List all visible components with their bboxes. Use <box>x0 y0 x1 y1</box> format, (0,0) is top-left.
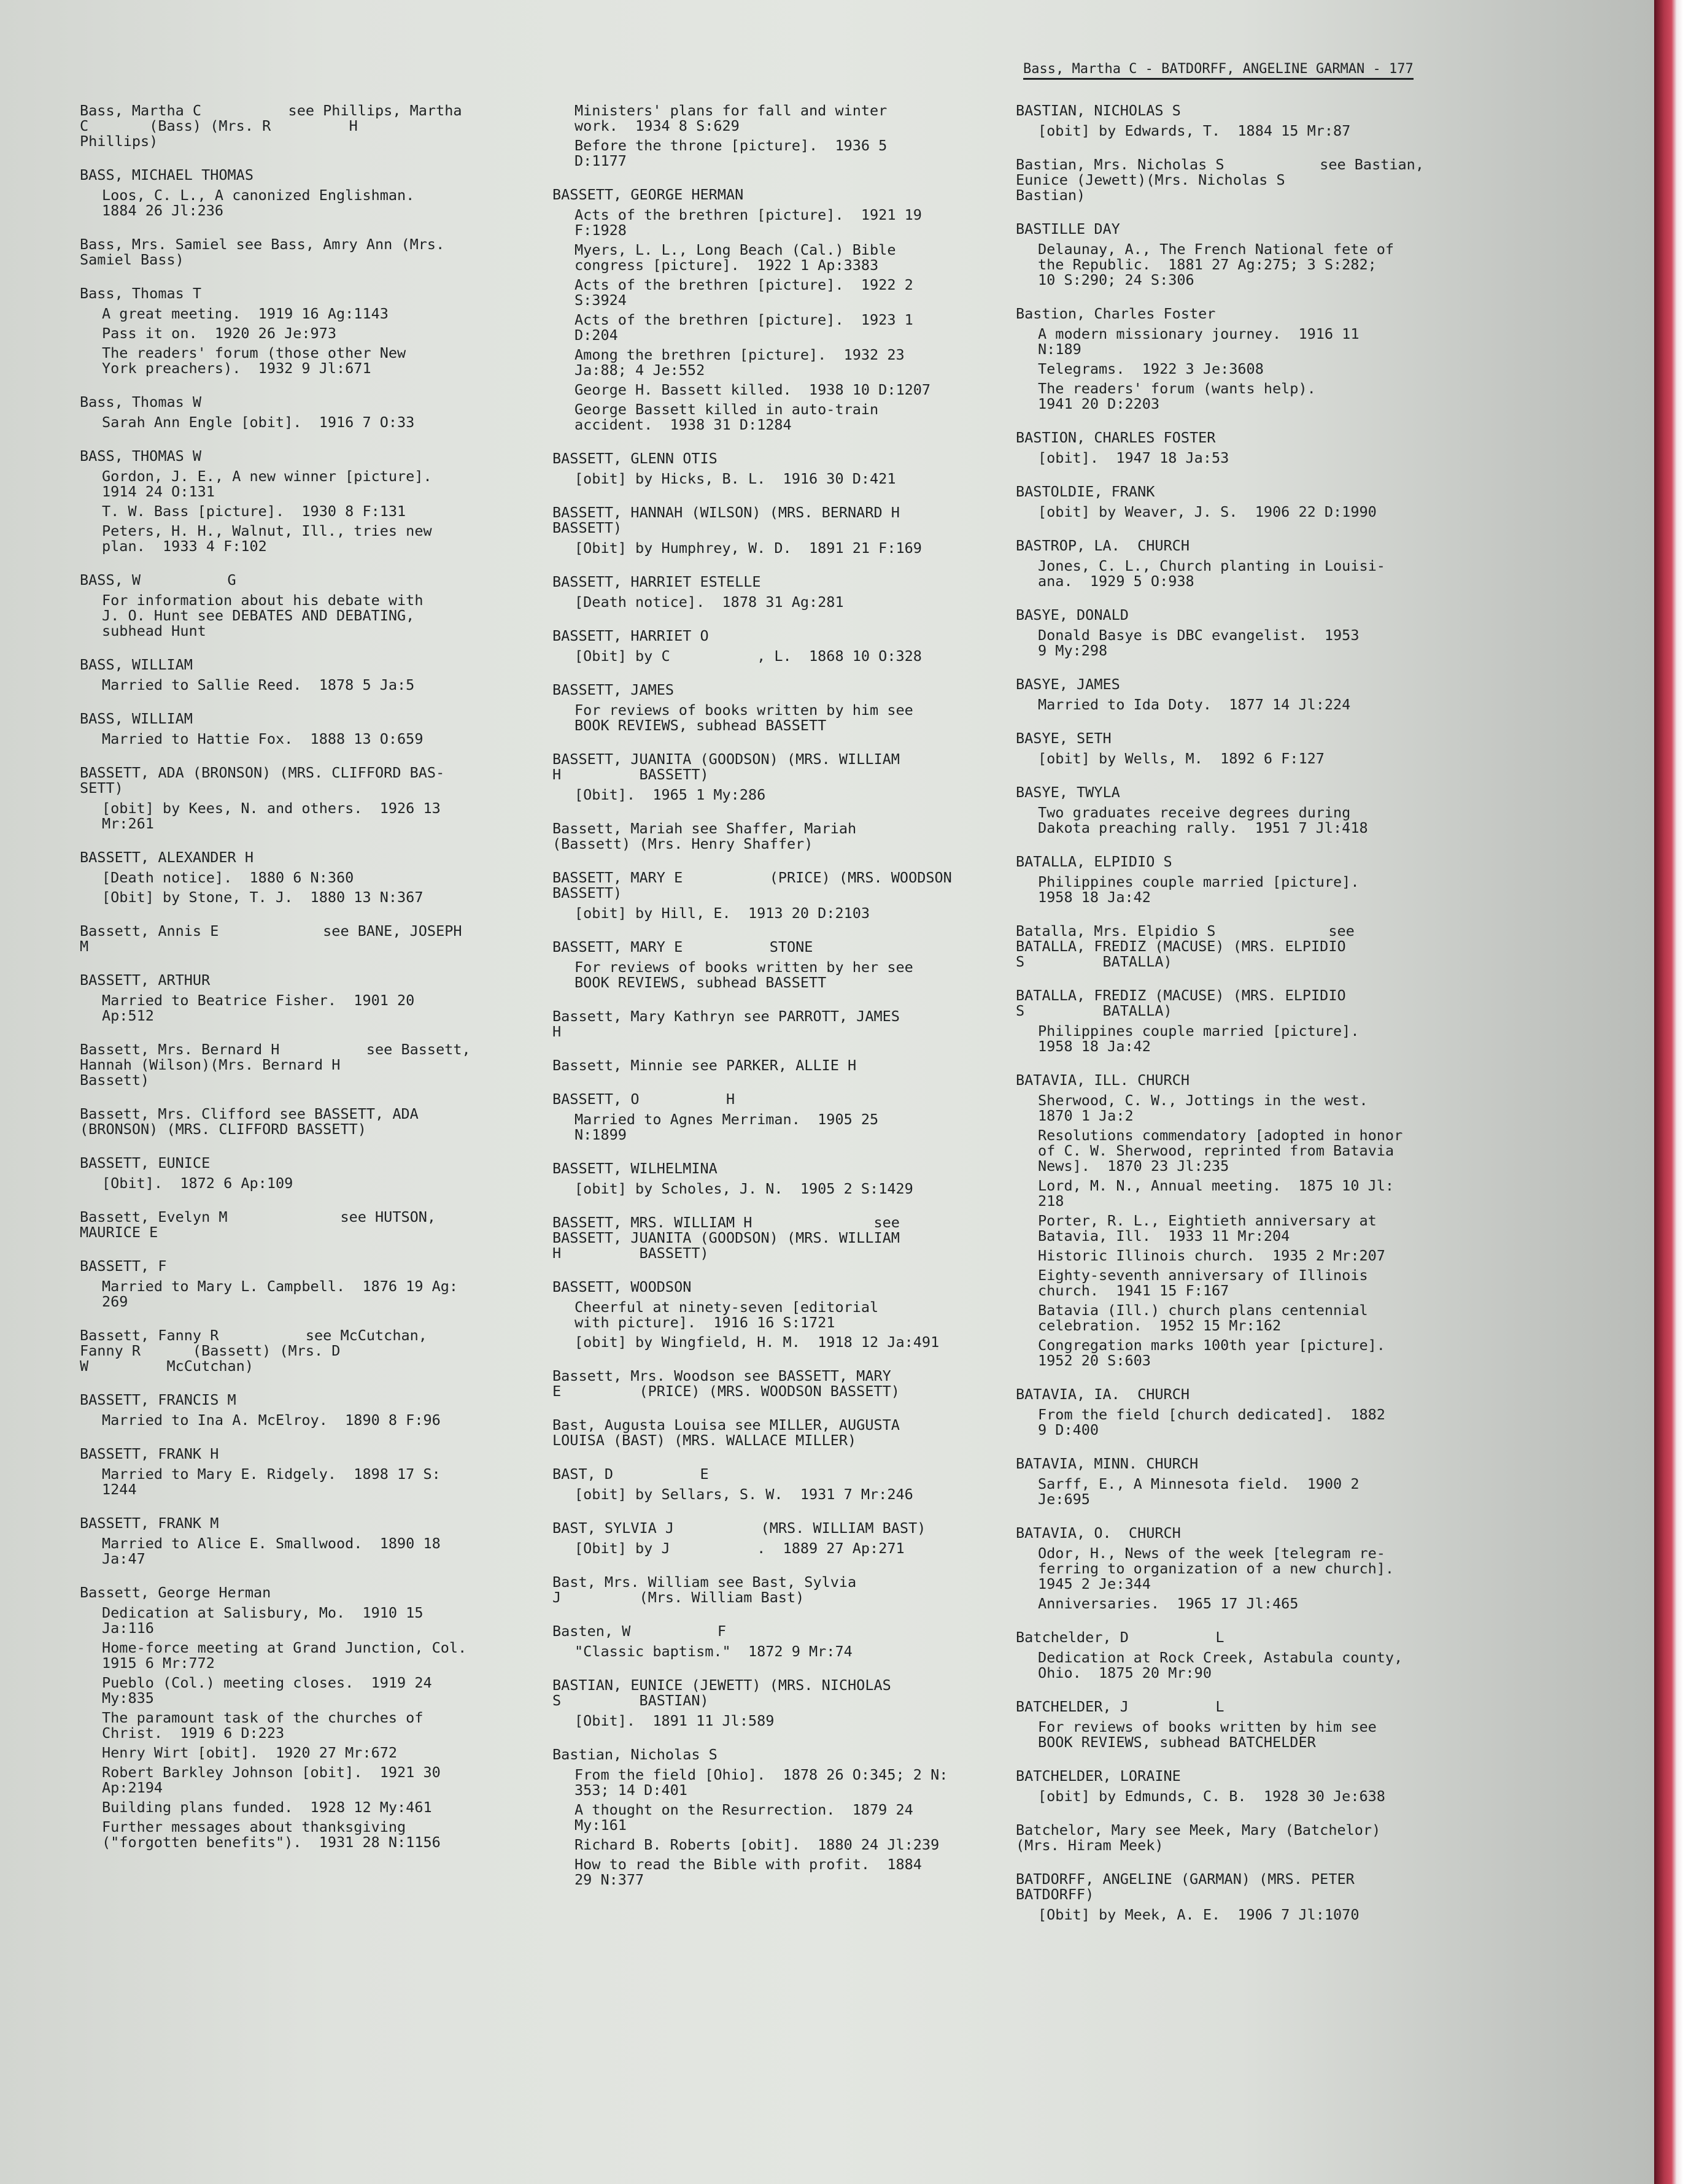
entry-citation: Jones, C. L., Church planting in Louisi- ana. 1929 5 O:938 <box>1038 557 1385 590</box>
entry-heading: Bass, Martha C see Phillips, Martha C (Bass) (Mrs. R H Phillips) <box>80 102 462 150</box>
entry-citation: Odor, H., News of the week [telegram re- ferring to organization of a new church]. 1945 2 Je:344 <box>1038 1545 1395 1592</box>
index-entry <box>1016 1769 1445 1804</box>
index-entry <box>1016 924 1445 970</box>
entry-citation: Married to Hattie Fox. 1888 13 O:659 <box>102 730 424 747</box>
index-entry <box>1016 854 1445 905</box>
entry-citation: Telegrams. 1922 3 Je:3608 <box>1038 360 1264 377</box>
entry-citation: Richard B. Roberts [obit]. 1880 24 Jl:239 <box>575 1836 940 1853</box>
entry-citation: Gordon, J. E., A new winner [picture]. 1914 24 O:131 <box>102 468 432 500</box>
entry-citation: Philippines couple married [picture]. 1958 18 Ja:42 <box>1038 1022 1360 1055</box>
entry-heading: Bassett, Minnie see PARKER, ALLIE H <box>552 1057 857 1074</box>
entry-heading: Bassett, Mrs. Clifford see BASSETT, ADA (BRONSON) (MRS. CLIFFORD BASSETT) <box>80 1105 419 1138</box>
entry-heading: BATALLA, FREDIZ (MACUSE) (MRS. ELPIDIO S BATALLA) <box>1016 987 1346 1019</box>
entry-citation: [Obit] by Humphrey, W. D. 1891 21 F:169 <box>575 539 922 557</box>
entry-citation: Loos, C. L., A canonized Englishman. 1884 26 Jl:236 <box>102 187 415 219</box>
entry-heading: BASSETT, ALEXANDER H <box>80 849 253 866</box>
entry-heading: BASSETT, ADA (BRONSON) (MRS. CLIFFORD BAS- SETT) <box>80 764 445 797</box>
entry-heading: BASTIAN, EUNICE (JEWETT) (MRS. NICHOLAS S BASTIAN) <box>552 1677 891 1709</box>
entry-citation: Donald Basye is DBC evangelist. 1953 9 My:298 <box>1038 627 1360 659</box>
entry-citation: T. W. Bass [picture]. 1930 8 F:131 <box>102 503 406 520</box>
index-entry <box>552 1575 982 1605</box>
index-entry <box>552 1161 982 1197</box>
entry-heading: Bast, Mrs. William see Bast, Sylvia J (Mrs. William Bast) <box>552 1573 857 1606</box>
entry-citation: Pueblo (Col.) meeting closes. 1919 24 My:835 <box>102 1674 432 1707</box>
index-entry <box>552 821 982 852</box>
entry-heading: BATDORFF, ANGELINE (GARMAN) (MRS. PETER BATDORFF) <box>1016 1870 1355 1903</box>
entry-heading: Bass, Thomas W <box>80 393 202 411</box>
index-entry <box>80 924 509 954</box>
index-entry <box>552 1467 982 1502</box>
entry-heading: BASSETT, F <box>80 1257 167 1275</box>
index-entry <box>552 505 982 556</box>
entry-citation: George H. Bassett killed. 1938 10 D:1207 <box>575 381 931 398</box>
index-entry <box>552 187 982 433</box>
index-entry <box>80 573 509 639</box>
index-entry <box>552 1058 982 1073</box>
entry-citation: Anniversaries. 1965 17 Jl:465 <box>1038 1595 1299 1612</box>
entry-citation: Myers, L. L., Long Beach (Cal.) Bible congress [picture]. 1922 1 Ap:3383 <box>575 241 896 274</box>
entry-citation: Batavia (Ill.) church plans centennial celebration. 1952 15 Mr:162 <box>1038 1302 1368 1334</box>
entry-citation: Dedication at Rock Creek, Astabula county, Ohio. 1875 20 Mr:90 <box>1038 1649 1403 1681</box>
entry-heading: BASYE, SETH <box>1016 730 1112 747</box>
entry-heading: Bassett, Annis E see BANE, JOSEPH M <box>80 922 462 955</box>
entry-citation: Dedication at Salisbury, Mo. 1910 15 Ja:116 <box>102 1604 424 1637</box>
entry-heading: BATAVIA, IA. CHURCH <box>1016 1386 1190 1403</box>
index-entry <box>1016 1526 1445 1611</box>
entry-heading: Bassett, Mariah see Shaffer, Mariah (Bassett) (Mrs. Henry Shaffer) <box>552 820 857 852</box>
entry-citation: Sherwood, C. W., Jottings in the west. 1870 1 Ja:2 <box>1038 1092 1368 1124</box>
entry-heading: BASSETT, FRANK M <box>80 1515 219 1532</box>
entry-citation: [obit] by Scholes, J. N. 1905 2 S:1429 <box>575 1180 913 1197</box>
entry-citation: Acts of the brethren [picture]. 1923 1 D:204 <box>575 311 913 344</box>
index-entry <box>552 1747 982 1888</box>
index-entry <box>80 1210 509 1240</box>
index-entry <box>80 973 509 1024</box>
entry-citation: Delaunay, A., The French National fete of the Republic. 1881 27 Ag:275; 3 S:282; 10 S:290; 24 S:306 <box>1038 241 1395 288</box>
entry-heading: BATALLA, ELPIDIO S <box>1016 853 1172 870</box>
entry-heading: BASSETT, GEORGE HERMAN <box>552 186 744 203</box>
entry-heading: Bassett, Mary Kathryn see PARROTT, JAMES H <box>552 1008 900 1040</box>
entry-citation: Home-force meeting at Grand Junction, Col. 1915 6 Mr:772 <box>102 1639 467 1672</box>
entry-heading: BASYE, TWYLA <box>1016 784 1120 801</box>
entry-citation: Eighty-seventh anniversary of Illinois church. 1941 15 F:167 <box>1038 1267 1368 1299</box>
index-entry <box>80 395 509 430</box>
index-entry <box>80 850 509 905</box>
entry-citation: For reviews of books written by him see BOOK REVIEWS, subhead BASSETT <box>575 701 913 734</box>
entry-citation: Sarff, E., A Minnesota field. 1900 2 Je:695 <box>1038 1475 1360 1508</box>
index-entry <box>1016 306 1445 412</box>
entry-citation: Married to Agnes Merriman. 1905 25 N:1899 <box>575 1111 879 1143</box>
entry-citation: Philippines couple married [picture]. 1958 18 Ja:42 <box>1038 873 1360 906</box>
entry-heading: Batalla, Mrs. Elpidio S see BATALLA, FREDIZ (MACUSE) (MRS. ELPIDIO S BATALLA) <box>1016 922 1355 970</box>
entry-citation: Robert Barkley Johnson [obit]. 1921 30 Ap:2194 <box>102 1764 441 1796</box>
entry-heading: BASSETT, ARTHUR <box>80 971 211 989</box>
entry-citation: For reviews of books written by her see BOOK REVIEWS, subhead BASSETT <box>575 959 913 991</box>
entry-heading: Bastian, Nicholas S <box>552 1746 718 1763</box>
index-entry <box>1016 538 1445 589</box>
index-entry <box>1016 1630 1445 1681</box>
index-entry <box>552 1678 982 1729</box>
entry-citation: [obit] by Hill, E. 1913 20 D:2103 <box>575 905 870 922</box>
entry-heading: BASSETT, MRS. WILLIAM H see BASSETT, JUANITA (GOODSON) (MRS. WILLIAM H BASSETT) <box>552 1214 900 1262</box>
entry-citation: Further messages about thanksgiving ("forgotten benefits"). 1931 28 N:1156 <box>102 1818 441 1851</box>
entry-citation: From the field [Ohio]. 1878 26 O:345; 2 N: 353; 14 D:401 <box>575 1766 948 1799</box>
entry-heading: BASTIAN, NICHOLAS S <box>1016 102 1181 119</box>
entry-citation: [Obit]. 1872 6 Ap:109 <box>102 1175 293 1192</box>
entry-citation: [Death notice]. 1878 31 Ag:281 <box>575 593 844 611</box>
index-entry <box>552 1368 982 1399</box>
entry-heading: BATAVIA, MINN. CHURCH <box>1016 1455 1199 1472</box>
index-entry <box>552 752 982 803</box>
index-entry <box>1016 222 1445 288</box>
entry-heading: Bassett, George Herman <box>80 1584 271 1601</box>
index-entry <box>80 711 509 747</box>
index-entry <box>1016 1073 1445 1368</box>
index-entry <box>80 1392 509 1428</box>
entry-citation: Married to Alice E. Smallwood. 1890 18 Ja:47 <box>102 1535 441 1567</box>
entry-citation: A thought on the Resurrection. 1879 24 My:161 <box>575 1801 913 1834</box>
index-entry <box>80 103 509 149</box>
entry-citation: [obit] by Hicks, B. L. 1916 30 D:421 <box>575 470 896 487</box>
entry-heading: BATAVIA, O. CHURCH <box>1016 1524 1181 1542</box>
entry-heading: Batchelder, D L <box>1016 1629 1225 1646</box>
entry-citation: Porter, R. L., Eightieth anniversary at Batavia, Ill. 1933 11 Mr:204 <box>1038 1212 1377 1244</box>
running-header <box>1023 61 1490 77</box>
entry-citation: Before the throne [picture]. 1936 5 D:1177 <box>575 137 888 169</box>
entry-heading: BASS, W G <box>80 571 236 588</box>
index-entry <box>552 1521 982 1556</box>
index-entry <box>1016 1456 1445 1507</box>
index-entry <box>80 1585 509 1850</box>
entry-citation: [Death notice]. 1880 6 N:360 <box>102 869 354 886</box>
entry-heading: BATCHELDER, J L <box>1016 1698 1225 1715</box>
entry-heading: Batchelor, Mary see Meek, Mary (Batchelor) (Mrs. Hiram Meek) <box>1016 1821 1381 1854</box>
entry-heading: BASS, WILLIAM <box>80 710 193 727</box>
book-edge <box>1654 0 1683 2184</box>
entry-heading: BASTROP, LA. CHURCH <box>1016 537 1190 554</box>
entry-heading: BASSETT, MARY E STONE <box>552 938 813 955</box>
index-entry <box>552 451 982 487</box>
entry-citation: Among the brethren [picture]. 1932 23 Ja:88; 4 Je:552 <box>575 346 905 379</box>
entry-heading: BASTILLE DAY <box>1016 220 1120 237</box>
entry-citation: Two graduates receive degrees during Dakota preaching rally. 1951 7 Jl:418 <box>1038 804 1368 836</box>
entry-citation: [obit]. 1947 18 Ja:53 <box>1038 449 1229 466</box>
entry-citation: Congregation marks 100th year [picture]. 1952 20 S:603 <box>1038 1337 1385 1369</box>
entry-heading: Bassett, Fanny R see McCutchan, Fanny R (Bassett) (Mrs. D W McCutchan) <box>80 1327 427 1375</box>
index-entry <box>552 1624 982 1659</box>
entry-heading: BASSETT, EUNICE <box>80 1154 211 1171</box>
index-entry <box>80 1156 509 1191</box>
entry-heading: Bastian, Mrs. Nicholas S see Bastian, Eunice (Jewett)(Mrs. Nicholas S Bastian) <box>1016 156 1424 204</box>
entry-citation: [Obit]. 1891 11 Jl:589 <box>575 1712 775 1729</box>
entry-citation: For reviews of books written by him see BOOK REVIEWS, subhead BATCHELDER <box>1038 1718 1377 1751</box>
entry-heading: Bass, Thomas T <box>80 285 202 302</box>
index-entry <box>80 1042 509 1088</box>
entry-heading: BASSETT, JUANITA (GOODSON) (MRS. WILLIAM H BASSETT) <box>552 751 900 783</box>
entry-citation: [obit] by Edmunds, C. B. 1928 30 Je:638 <box>1038 1788 1385 1805</box>
index-entry <box>552 940 982 990</box>
entry-citation: Married to Beatrice Fisher. 1901 20 Ap:512 <box>102 992 415 1024</box>
entry-citation: [obit] by Kees, N. and others. 1926 13 Mr:261 <box>102 800 441 832</box>
entry-citation: [obit] by Edwards, T. 1884 15 Mr:87 <box>1038 122 1351 139</box>
index-entry <box>1016 785 1445 836</box>
index-entry <box>1016 1387 1445 1438</box>
entry-citation: Building plans funded. 1928 12 My:461 <box>102 1799 432 1816</box>
entry-heading: BASSETT, HARRIET ESTELLE <box>552 573 761 590</box>
index-entry <box>80 1106 509 1137</box>
entry-heading: Bastion, Charles Foster <box>1016 305 1216 322</box>
entry-citation: Lord, M. N., Annual meeting. 1875 10 Jl: 218 <box>1038 1177 1395 1210</box>
entry-citation: Married to Ina A. McElroy. 1890 8 F:96 <box>102 1411 441 1429</box>
index-entry <box>1016 1699 1445 1750</box>
index-entry <box>1016 1872 1445 1923</box>
entry-heading: BASSETT, JAMES <box>552 681 675 698</box>
entry-citation: "Classic baptism." 1872 9 Mr:74 <box>575 1643 853 1660</box>
entry-citation: Cheerful at ninety-seven [editorial with picture]. 1916 16 S:1721 <box>575 1298 879 1331</box>
entry-citation: A modern missionary journey. 1916 11 N:189 <box>1038 325 1360 358</box>
entry-citation: Peters, H. H., Walnut, Ill., tries new plan. 1933 4 F:102 <box>102 522 432 555</box>
index-entry <box>80 168 509 218</box>
entry-citation: Historic Illinois church. 1935 2 Mr:207 <box>1038 1247 1385 1264</box>
index-entry <box>80 237 509 268</box>
index-entry <box>80 1446 509 1497</box>
index-entry <box>552 574 982 610</box>
index-entry <box>80 1259 509 1310</box>
entry-heading: BASSETT, O H <box>552 1090 735 1108</box>
entry-citation: [Obit] by Stone, T. J. 1880 13 N:367 <box>102 889 424 906</box>
entry-heading: BASSETT, FRANCIS M <box>80 1391 236 1408</box>
index-entry <box>1016 157 1445 203</box>
index-entry <box>552 103 982 169</box>
index-entry <box>80 1516 509 1567</box>
entry-heading: BASTION, CHARLES FOSTER <box>1016 429 1216 446</box>
entry-citation: The paramount task of the churches of Christ. 1919 6 D:223 <box>102 1709 424 1742</box>
index-entry <box>80 449 509 554</box>
index-entry <box>552 628 982 664</box>
entry-citation: Married to Mary L. Campbell. 1876 19 Ag: 269 <box>102 1278 458 1310</box>
index-entry <box>1016 608 1445 658</box>
entry-heading: BASSETT, MARY E (PRICE) (MRS. WOODSON BASSETT) <box>552 869 952 901</box>
index-column-1 <box>80 103 509 1869</box>
index-entry <box>1016 677 1445 712</box>
entry-heading: BAST, SYLVIA J (MRS. WILLIAM BAST) <box>552 1519 926 1537</box>
entry-citation: [Obit] by Meek, A. E. 1906 7 Jl:1070 <box>1038 1906 1360 1923</box>
entry-heading: BAST, D E <box>552 1465 709 1483</box>
entry-heading: BASS, THOMAS W <box>80 447 202 465</box>
index-entry <box>1016 1823 1445 1853</box>
entry-heading: BASYE, JAMES <box>1016 676 1120 693</box>
entry-heading: BASS, WILLIAM <box>80 656 193 673</box>
index-entry <box>1016 988 1445 1054</box>
entry-citation: Henry Wirt [obit]. 1920 27 Mr:672 <box>102 1744 398 1761</box>
entry-heading: BASYE, DONALD <box>1016 606 1129 623</box>
entry-heading: BASSETT, GLENN OTIS <box>552 450 718 467</box>
index-entry <box>1016 103 1445 139</box>
entry-heading: BASTOLDIE, FRANK <box>1016 483 1155 500</box>
index-entry <box>552 1009 982 1040</box>
entry-heading: Bassett, Mrs. Woodson see BASSETT, MARY E (PRICE) (MRS. WOODSON BASSETT) <box>552 1367 900 1400</box>
index-entry <box>552 870 982 921</box>
entry-heading: BASS, MICHAEL THOMAS <box>80 166 253 183</box>
entry-citation: A great meeting. 1919 16 Ag:1143 <box>102 305 389 322</box>
entry-citation: Acts of the brethren [picture]. 1922 2 S:3924 <box>575 276 913 309</box>
entry-citation: [Obit]. 1965 1 My:286 <box>575 786 766 803</box>
entry-citation: Resolutions commendatory [adopted in honor of C. W. Sherwood, reprinted from Batavia News]. 1870 23 Jl:235 <box>1038 1127 1403 1175</box>
entry-heading: BATAVIA, ILL. CHURCH <box>1016 1071 1190 1089</box>
index-entry <box>552 1418 982 1448</box>
index-entry <box>552 682 982 733</box>
entry-citation: [obit] by Wingfield, H. M. 1918 12 Ja:491 <box>575 1333 940 1351</box>
entry-citation: Married to Sallie Reed. 1878 5 Ja:5 <box>102 676 415 693</box>
entry-citation: The readers' forum (wants help). 1941 20 D:2203 <box>1038 380 1316 412</box>
index-entry <box>80 765 509 832</box>
index-entry <box>80 657 509 693</box>
entry-heading: BASSETT, WOODSON <box>552 1278 692 1295</box>
entry-citation: How to read the Bible with profit. 1884 29 N:377 <box>575 1856 922 1888</box>
entry-heading: Basten, W F <box>552 1623 726 1640</box>
entry-heading: BASSETT, HARRIET O <box>552 627 709 644</box>
entry-citation: [Obit] by J . 1889 27 Ap:271 <box>575 1540 905 1557</box>
entry-heading: BASSETT, HANNAH (WILSON) (MRS. BERNARD H BASSETT) <box>552 504 900 536</box>
entry-heading: Bassett, Mrs. Bernard H see Bassett, Hannah (Wilson)(Mrs. Bernard H Bassett) <box>80 1041 471 1089</box>
entry-citation: From the field [church dedicated]. 1882 9 D:400 <box>1038 1406 1385 1438</box>
running-header-text: Bass, Martha C - BATDORFF, ANGELINE GARMAN - 177 <box>1023 61 1414 80</box>
index-column-2 <box>552 103 982 1906</box>
entry-citation: Acts of the brethren [picture]. 1921 19 F:1928 <box>575 206 922 239</box>
entry-citation: For information about his debate with J. O. Hunt see DEBATES AND DEBATING, subhead Hunt <box>102 592 424 639</box>
index-column-3 <box>1016 103 1445 1941</box>
entry-citation: Pass it on. 1920 26 Je:973 <box>102 325 337 342</box>
entry-heading: Bass, Mrs. Samiel see Bass, Amry Ann (Mrs. Samiel Bass) <box>80 236 445 268</box>
entry-citation: Married to Mary E. Ridgely. 1898 17 S: 1244 <box>102 1465 441 1498</box>
entry-citation: [obit] by Wells, M. 1892 6 F:127 <box>1038 750 1325 767</box>
index-entry <box>552 1279 982 1350</box>
entry-citation: [Obit] by C , L. 1868 10 O:328 <box>575 647 922 665</box>
index-entry <box>80 286 509 376</box>
entry-heading: BASSETT, WILHELMINA <box>552 1160 718 1177</box>
index-entry <box>80 1328 509 1374</box>
entry-citation: Sarah Ann Engle [obit]. 1916 7 O:33 <box>102 414 415 431</box>
entry-citation: Married to Ida Doty. 1877 14 Jl:224 <box>1038 696 1351 713</box>
entry-citation: [obit] by Weaver, J. S. 1906 22 D:1990 <box>1038 503 1377 520</box>
index-entry <box>1016 430 1445 466</box>
entry-citation: The readers' forum (those other New York preachers). 1932 9 Jl:671 <box>102 344 406 377</box>
index-entry <box>1016 731 1445 766</box>
index-entry <box>552 1092 982 1143</box>
entry-heading: Bast, Augusta Louisa see MILLER, AUGUSTA LOUISA (BAST) (MRS. WALLACE MILLER) <box>552 1416 900 1449</box>
index-entry <box>552 1215 982 1261</box>
entry-citation: Ministers' plans for fall and winter work. 1934 8 S:629 <box>575 102 888 134</box>
entry-heading: Bassett, Evelyn M see HUTSON, MAURICE E <box>80 1208 436 1241</box>
entry-citation: [obit] by Sellars, S. W. 1931 7 Mr:246 <box>575 1486 913 1503</box>
entry-heading: BATCHELDER, LORAINE <box>1016 1767 1181 1785</box>
index-entry <box>1016 484 1445 520</box>
entry-citation: George Bassett killed in auto-train accident. 1938 31 D:1284 <box>575 401 879 433</box>
entry-heading: BASSETT, FRANK H <box>80 1445 219 1462</box>
